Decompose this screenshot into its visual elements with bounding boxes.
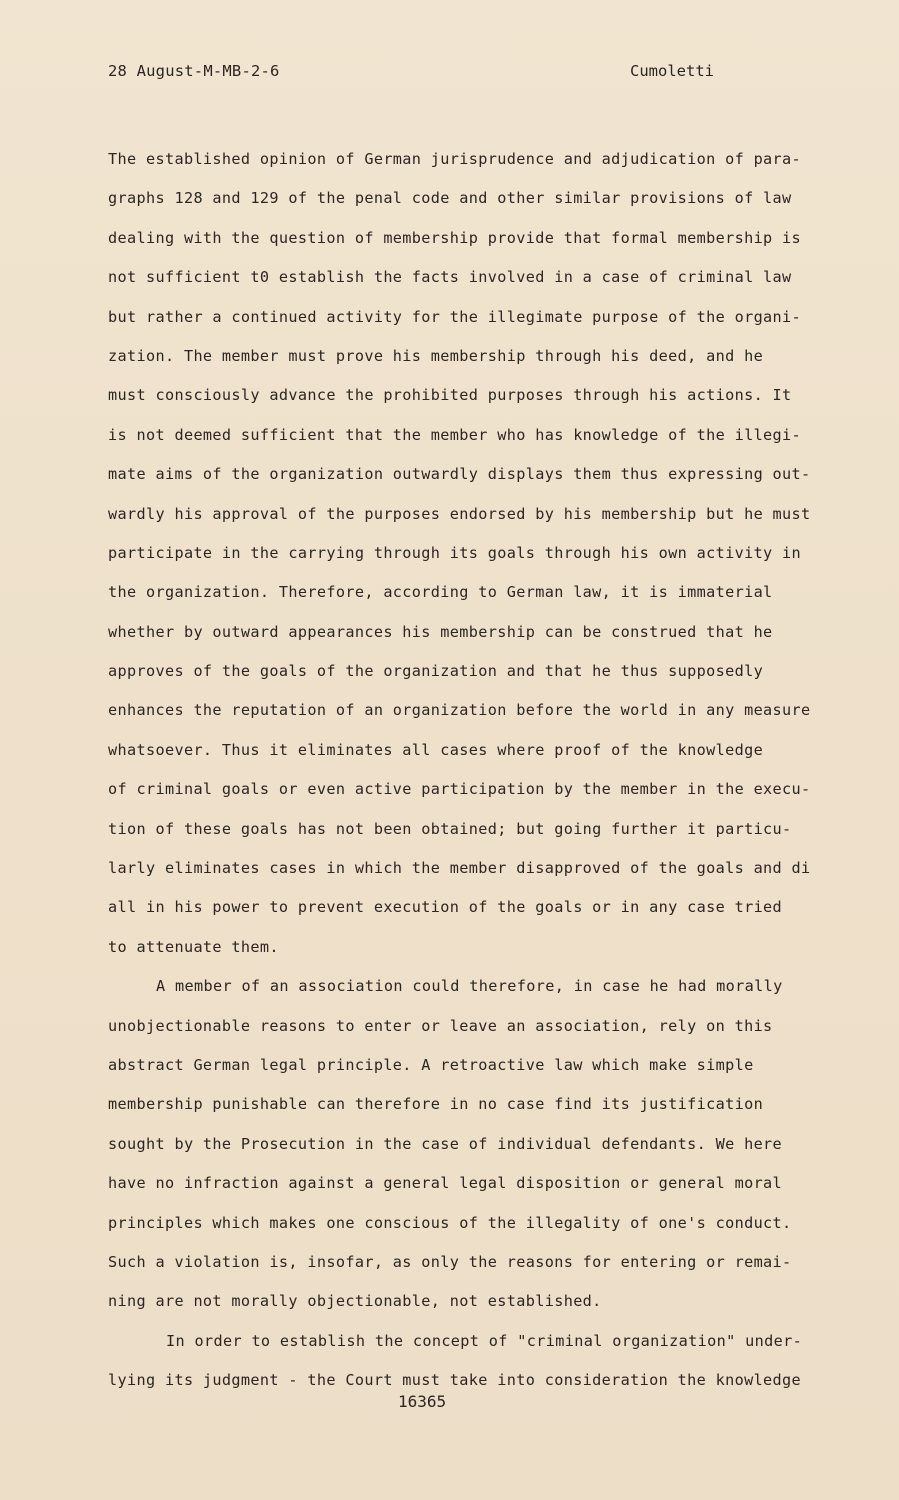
text-line: to attenuate them. <box>108 937 279 956</box>
text-line: tion of these goals has not been obtained; but going further it particu- <box>108 819 792 838</box>
text-line: principles which makes one conscious of the illegality of one's conduct. <box>108 1213 792 1232</box>
text-line: larly eliminates cases in which the member disapproved of the goals and di <box>108 859 811 878</box>
text-line: is not deemed sufficient that the member who has knowledge of the illegi- <box>108 425 802 444</box>
interpreter-name: Cumoletti <box>630 62 714 80</box>
page-number: 16365 <box>398 1392 447 1411</box>
paragraph-start-line: In order to establish the concept of "criminal organization" under- <box>166 1331 803 1350</box>
text-line: zation. The member must prove his membership through his deed, and he <box>108 346 764 365</box>
text-line: dealing with the question of membership provide that formal membership is <box>108 228 802 247</box>
text-line: not sufficient t0 establish the facts involved in a case of criminal law <box>108 268 792 287</box>
text-line: graphs 128 and 129 of the penal code and other similar provisions of law <box>108 189 792 208</box>
text-line: lying its judgment - the Court must take into consideration the knowledge <box>108 1371 802 1390</box>
text-line: Such a violation is, insofar, as only the reasons for entering or remai- <box>108 1252 792 1271</box>
text-line: enhances the reputation of an organization before the world in any measure <box>108 701 811 720</box>
text-line: have no infraction against a general legal disposition or general moral <box>108 1174 783 1193</box>
text-line: whether by outward appearances his membership can be construed that he <box>108 622 773 641</box>
text-line: whatsoever. Thus it eliminates all cases where proof of the knowledge <box>108 740 764 759</box>
text-line: mate aims of the organization outwardly displays them thus expressing out- <box>108 465 811 484</box>
document-reference: 28 August-M-MB-2-6 <box>108 62 280 80</box>
text-line: approves of the goals of the organization and that he thus supposedly <box>108 662 764 681</box>
document-body <box>108 140 838 1401</box>
text-line: wardly his approval of the purposes endorsed by his membership but he must <box>108 504 811 523</box>
text-line: abstract German legal principle. A retroactive law which make simple <box>108 1055 754 1074</box>
text-line: the organization. Therefore, according to German law, it is immaterial <box>108 583 773 602</box>
text-line: of criminal goals or even active participation by the member in the execu- <box>108 780 811 799</box>
text-line: but rather a continued activity for the illegimate purpose of the organi- <box>108 307 802 326</box>
text-line: membership punishable can therefore in no case find its justification <box>108 1095 764 1114</box>
text-line: ning are not morally objectionable, not established. <box>108 1292 602 1311</box>
text-line: all in his power to prevent execution of the goals or in any case tried <box>108 898 783 917</box>
text-line: sought by the Prosecution in the case of individual defendants. We here <box>108 1134 783 1153</box>
text-line: participate in the carrying through its goals through his own activity in <box>108 543 802 562</box>
text-line: unobjectionable reasons to enter or leave an association, rely on this <box>108 1016 773 1035</box>
text-line: The established opinion of German jurisprudence and adjudication of para- <box>108 150 802 168</box>
text-line: must consciously advance the prohibited purposes through his actions. It <box>108 386 792 405</box>
paragraph-start-line: A member of an association could therefore, in case he had morally <box>156 977 783 996</box>
